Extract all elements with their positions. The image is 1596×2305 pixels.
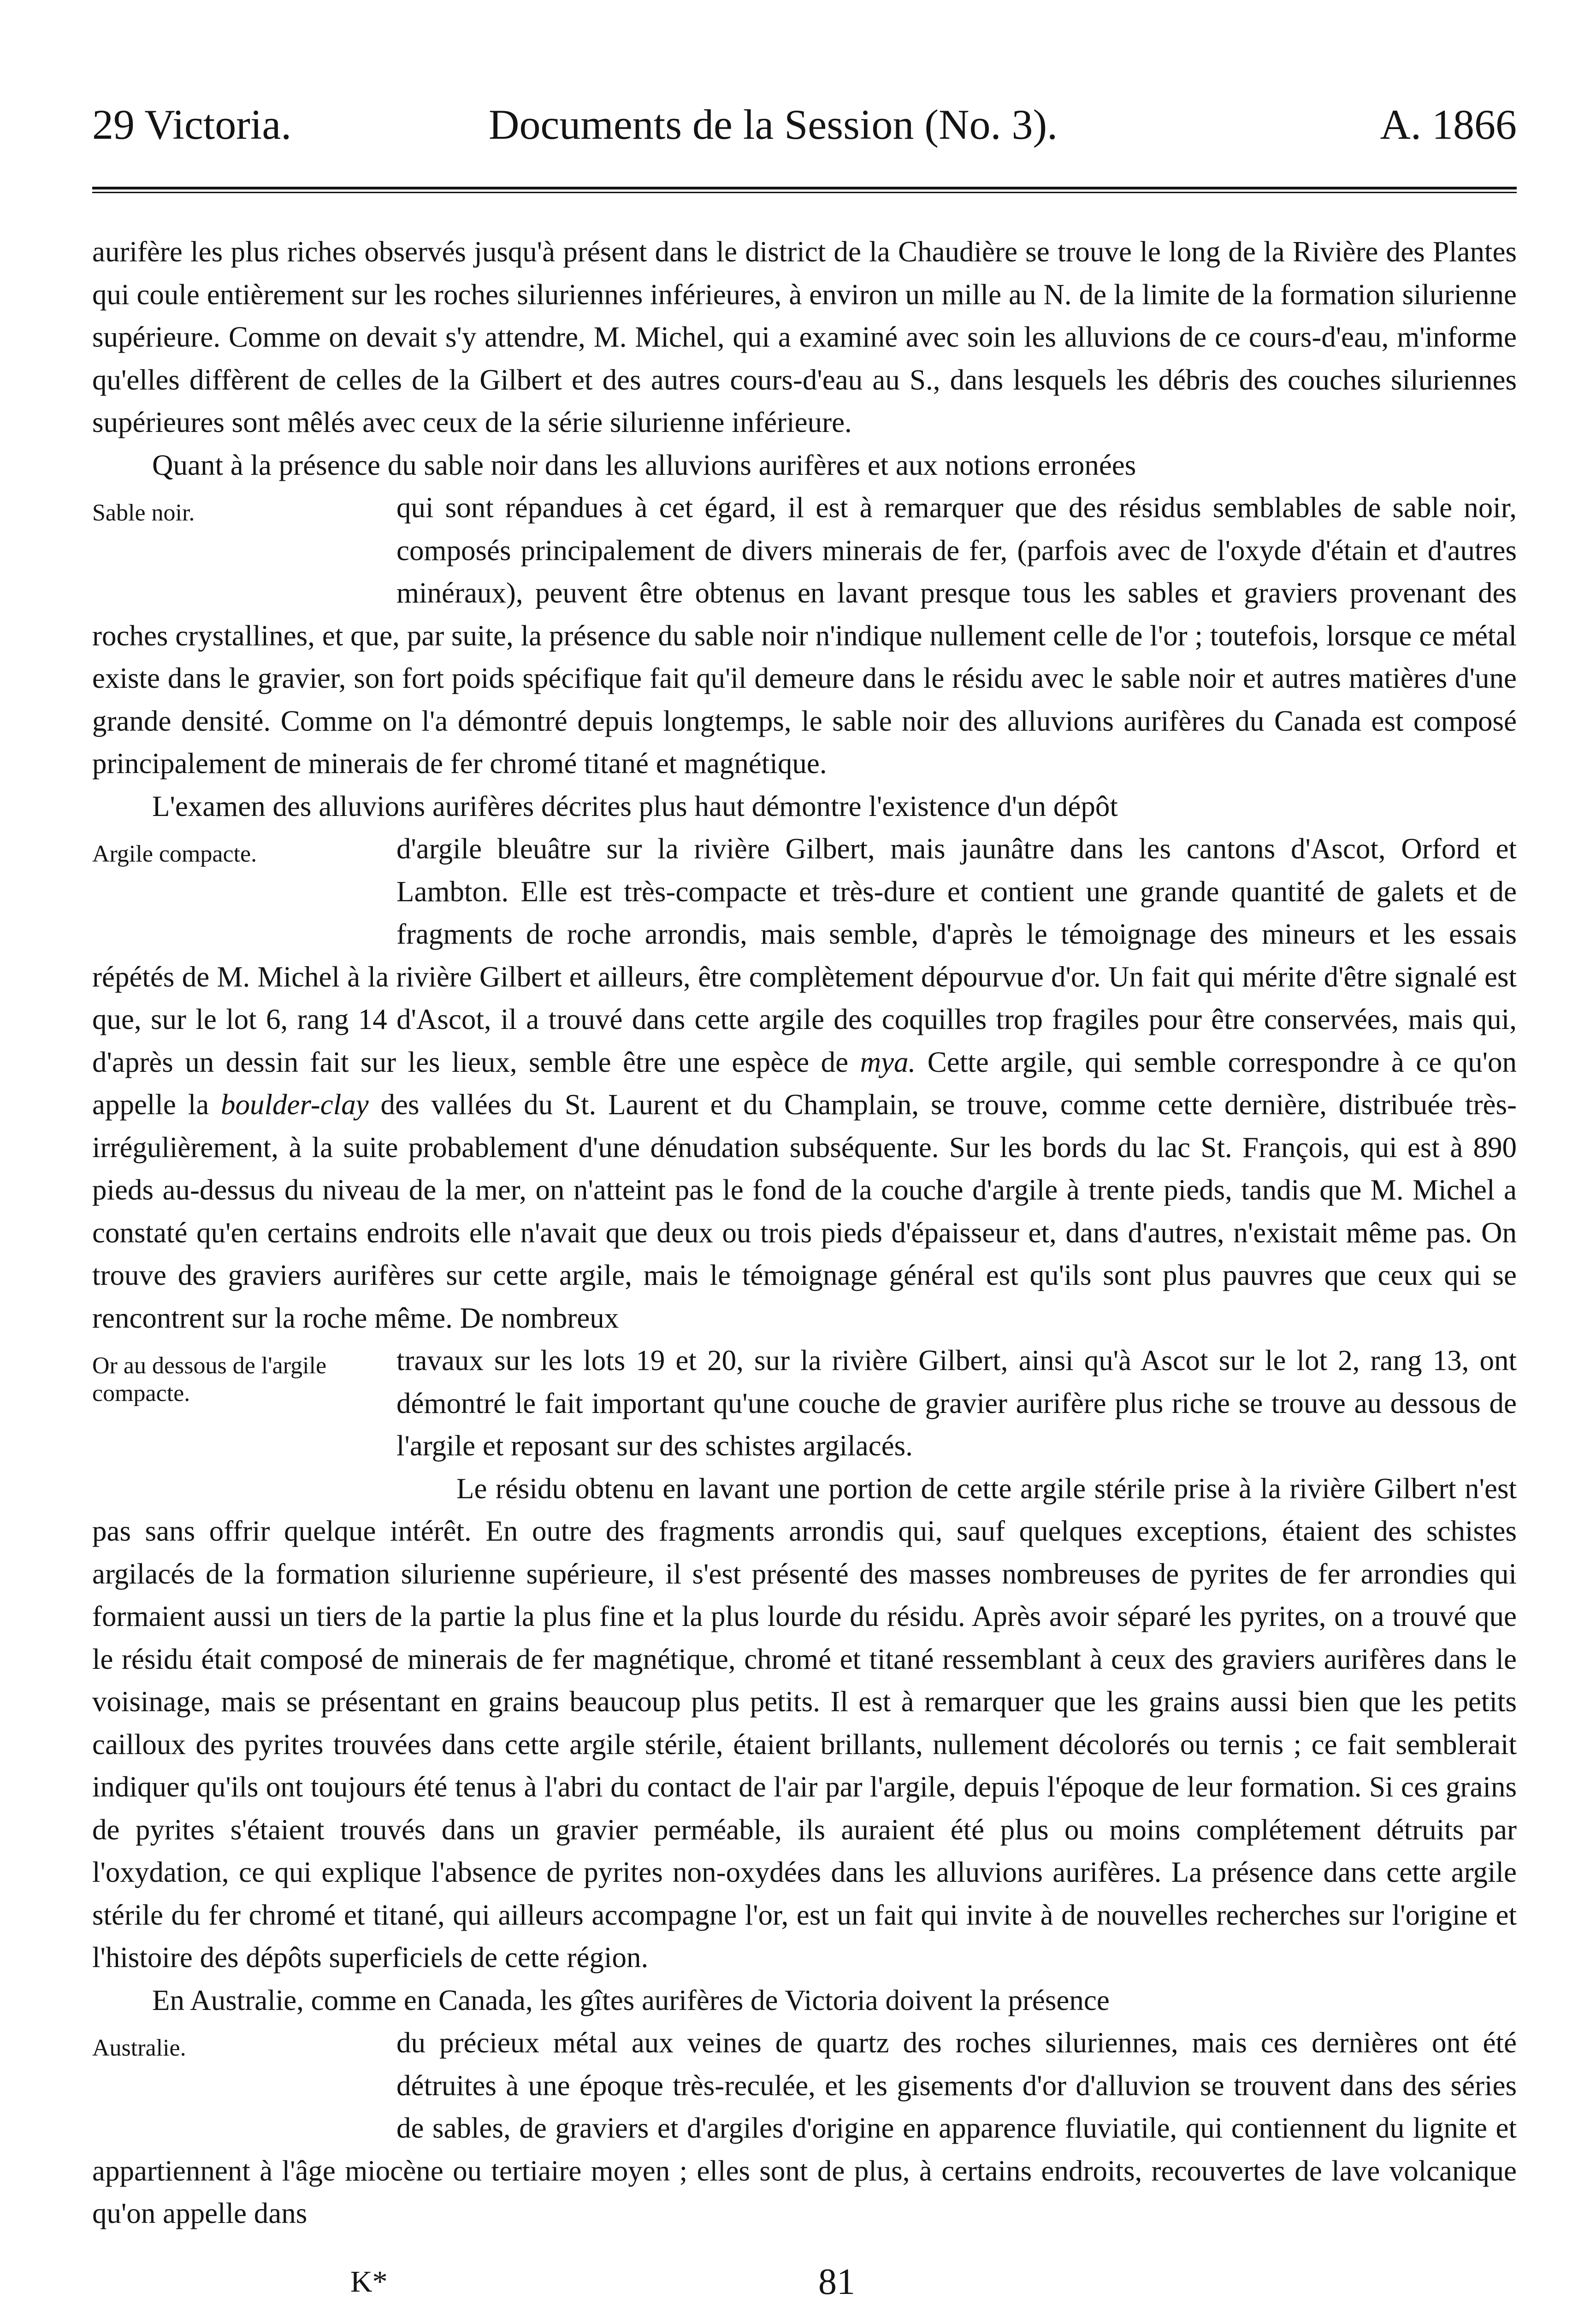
header-title: Documents de la Session (No. 3).	[489, 101, 1058, 148]
margin-note-sable-noir: Sable noir.	[92, 500, 195, 526]
running-header	[92, 97, 1517, 152]
page-footer	[92, 2257, 1517, 2305]
paragraph-1: aurifère les plus riches observés jusqu'à présent dans le district de la Chaudière se trouve le long de la Rivière des Plantes qui coule entièrement sur les roches siluriennes inférieures, à environ un mille au N. de la limite de la formation silurienne supérieure. Comme on devait s'y attendre, M. Michel, qui a examiné avec soin les alluvions de ce cours-d'eau, m'informe qu'elles diffèrent de celles de la Gilbert et des autres cours-d'eau au S., dans lesquels les débris des couches siluriennes supérieures sont mêlés avec ceux de la série silurienne inférieure.	[92, 236, 1517, 438]
paragraph-6	[92, 2021, 1517, 2235]
margin-note-australie: Australie.	[92, 2035, 186, 2061]
margin-note-or-au-dessous: Or au dessous de l'argile compacte.	[92, 1353, 327, 1407]
signature-mark: K*	[350, 2265, 388, 2299]
paragraph-3	[92, 827, 1517, 1339]
paragraph-2	[92, 486, 1517, 785]
paragraph-3-text-c: des vallées du St. Laurent et du Champlain, se trouve, comme cette dernière, distribuée très-irrégulièrement, à la suite probablement d'une dénudation subséquente. Sur les bords du lac St. François, qui est à 890 pieds au-dessus du niveau de la mer, on n'atteint pas le fond de la couche d'argile à trente pieds, tandis que M. Michel a constaté qu'en certains endroits elle n'avait que deux ou trois pieds d'épaisseur et, dans d'autres, n'existait même pas. On trouve des graviers aurifères sur cette argile, mais le témoignage général est qu'ils sont plus pauvres que ceux qui se rencontrent sur la roche même. De nombreux	[92, 1088, 1517, 1334]
paragraph-3-lead: L'examen des alluvions aurifères décrites plus haut démontre l'existence d'un dépôt	[152, 790, 1118, 822]
body-text	[92, 230, 1517, 2235]
header-rule-thin	[92, 192, 1517, 193]
paragraph-4	[92, 1339, 1517, 1467]
italic-boulder-clay: boulder-clay	[221, 1088, 369, 1121]
paragraph-2-text: qui sont répandues à cet égard, il est à remarquer que des résidus semblables de sable noir, composés principalement de divers minerais de fer, (parfois avec de l'oxyde d'étain et d'autres minéraux), peuvent être obtenus en lavant presque tous les sables et graviers provenant des roches crystallines, et que, par suite, la présence du sable noir n'indique nullement celle de l'or ; toutefois, lorsque ce métal existe dans le gravier, son fort poids spécifique fait qu'il demeure dans le résidu avec le sable noir et autres matières d'une grande densité. Comme on l'a démontré depuis longtemps, le sable noir des alluvions aurifères du Canada est composé principalement de minerais de fer chromé titané et magnétique.	[92, 491, 1517, 780]
paragraph-3-text-b: Cette argile, qui semble correspondre à ce qu'on appelle la	[92, 1046, 1517, 1121]
header-rule-thick	[92, 187, 1517, 189]
paragraph-2-lead: Quant à la présence du sable noir dans les alluvions aurifères et aux notions erronées	[152, 449, 1136, 481]
paragraph-4-text: travaux sur les lots 19 et 20, sur la rivière Gilbert, ainsi qu'à Ascot sur le lot 2, rang 13, ont démontré le fait important qu'une couche de gravier aurifère plus riche se trouve au dessous de l'argile et reposant sur des schistes argilacés.	[396, 1344, 1517, 1462]
italic-mya: mya.	[860, 1046, 916, 1078]
page-number: 81	[818, 2262, 855, 2302]
paragraph-3-text-a: d'argile bleuâtre sur la rivière Gilbert, mais jaunâtre dans les cantons d'Ascot, Orford et Lambton. Elle est très-compacte et très-dure et contient une grande quantité de galets et de fragments de roche arrondis, mais semble, d'après le témoignage des mineurs et les essais répétés de M. Michel à la rivière Gilbert et ailleurs, être complètement dépourvue d'or. Un fait qui mérite d'être signalé est que, sur le lot 6, rang 14 d'Ascot, il a trouvé dans cette argile des coquilles trop fragiles pour être conservées, mais qui, d'après un dessin fait sur les lieux, semble être une espèce de	[92, 833, 1517, 1078]
header-year: A. 1866	[1380, 101, 1517, 148]
paragraph-6-lead: En Australie, comme en Canada, les gîtes aurifères de Victoria doivent la présence	[152, 1984, 1110, 2016]
margin-note-argile-compacte: Argile compacte.	[92, 841, 257, 867]
header-session: 29 Victoria.	[92, 101, 292, 148]
paragraph-5: Le résidu obtenu en lavant une portion de cette argile stérile prise à la rivière Gilbert n'est pas sans offrir quelque intérêt. En outre des fragments arrondis qui, sauf quelques exceptions, étaient des schistes argilacés de la formation silurienne supérieure, il s'est présenté des masses nombreuses de pyrites de fer arrondies qui formaient aussi un tiers de la partie la plus fine et la plus lourde du résidu. Après avoir séparé les pyrites, on a trouvé que le résidu était composé de minerais de fer magnétique, chromé et titané ressemblant à ceux des graviers aurifères dans le voisinage, mais se présentant en grains beaucoup plus petits. Il est à remarquer que les grains aussi bien que les petits cailloux des pyrites trouvées dans cette argile stérile, étaient brillants, nullement décolorés ou ternis ; ce fait semblerait indiquer qu'ils ont toujours été tenus à l'abri du contact de l'air par l'argile, depuis l'époque de leur formation. Si ces grains de pyrites s'étaient trouvés dans un gravier perméable, ils auraient été plus ou moins complétement détruits par l'oxydation, ce qui explique l'absence de pyrites non-oxydées dans les alluvions aurifères. La présence dans cette argile stérile du fer chromé et titané, qui ailleurs accompagne l'or, est un fait qui invite à de nouvelles recherches sur l'origine et l'histoire des dépôts superficiels de cette région.	[92, 1472, 1517, 1974]
paragraph-6-text: du précieux métal aux veines de quartz des roches siluriennes, mais ces dernières ont été détruites à une époque très-reculée, et les gisements d'or d'alluvion se trouvent dans des séries de sables, de graviers et d'argiles d'origine en apparence fluviatile, qui contiennent du lignite et appartiennent à l'âge miocène ou tertiaire moyen ; elles sont de plus, à certains endroits, recouvertes de lave volcanique qu'on appelle dans	[92, 2027, 1517, 2229]
